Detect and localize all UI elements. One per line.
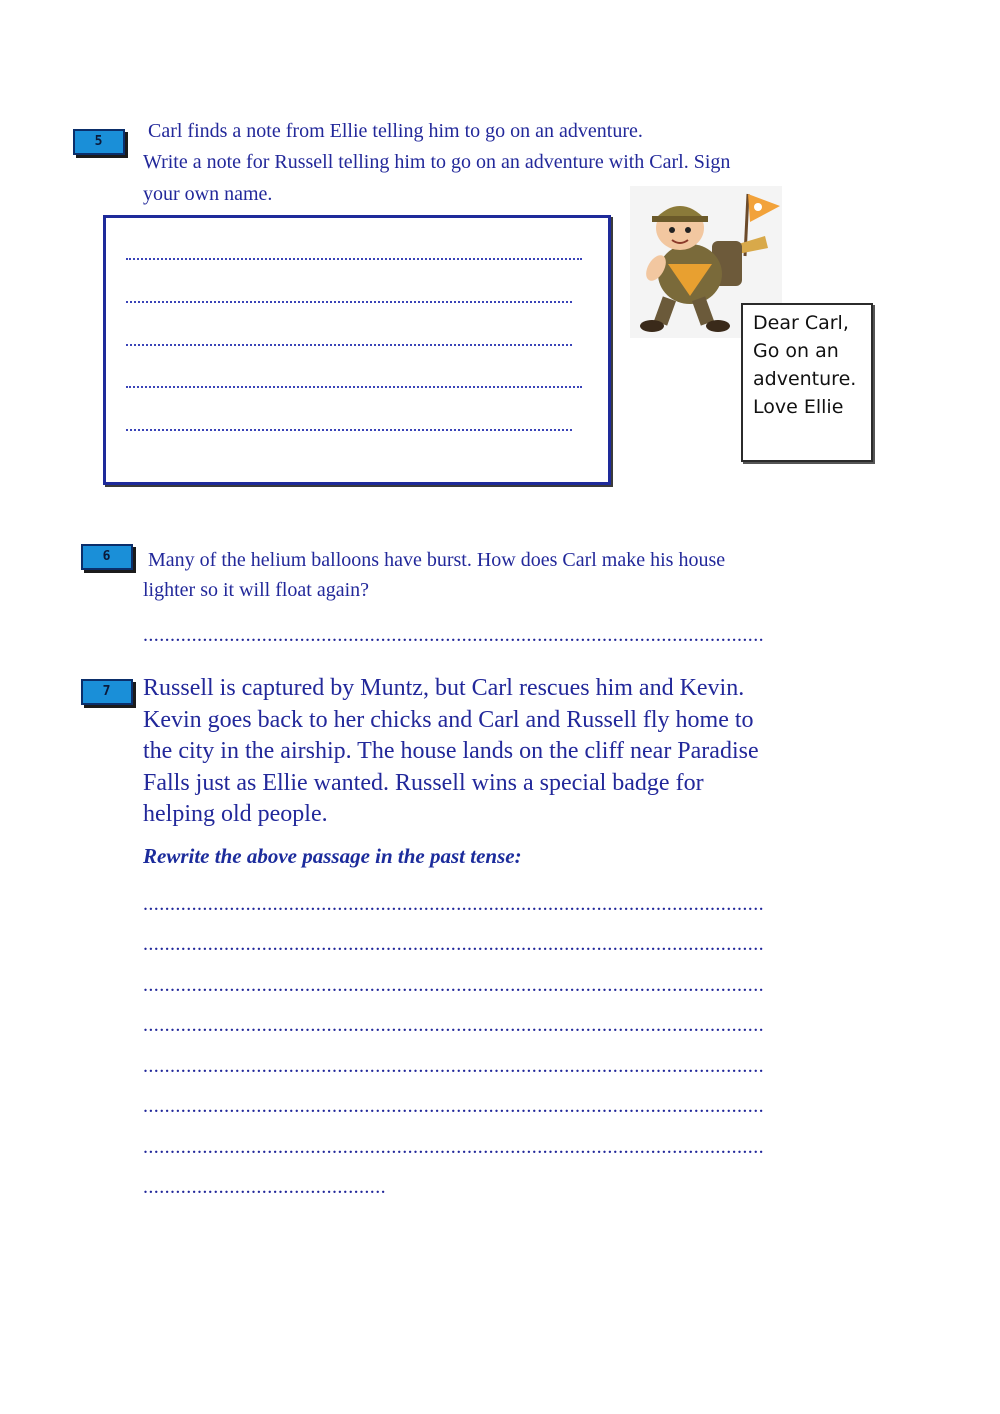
question-7-badge: 7 — [81, 679, 133, 705]
note-writing-box[interactable] — [103, 215, 611, 485]
q7-passage-line: Kevin goes back to her chicks and Carl and Russell fly home to — [143, 706, 754, 733]
q7-passage-line: Falls just as Ellie wanted. Russell wins a special badge for — [143, 769, 704, 796]
writing-line[interactable] — [126, 301, 572, 303]
q7-answer-line[interactable]: ................................................................................................................... — [143, 1014, 764, 1036]
writing-line[interactable] — [126, 429, 572, 431]
ellie-note-line: Dear Carl, — [753, 312, 849, 334]
ellie-note-line: Love Ellie — [753, 396, 844, 418]
writing-line[interactable] — [126, 386, 582, 388]
q7-passage-line: Russell is captured by Muntz, but Carl rescues him and Kevin. — [143, 675, 745, 701]
question-5-badge: 5 — [73, 129, 125, 155]
q7-answer-line[interactable]: ................................................................................................................... — [143, 1055, 764, 1077]
q7-answer-line[interactable]: ................................................................................................................... — [143, 893, 764, 915]
q5-line-3: your own name. — [143, 183, 273, 205]
ellie-note-line: adventure. — [753, 368, 857, 390]
q5-line-2: Write a note for Russell telling him to go on an adventure with Carl. Sign — [143, 151, 731, 173]
q6-line-2: lighter so it will float again? — [143, 579, 370, 601]
q7-answer-line[interactable]: ................................................................................................................... — [143, 974, 764, 996]
writing-line[interactable] — [126, 258, 582, 260]
q5-line-1: Carl finds a note from Ellie telling him to go on an adventure. — [148, 120, 643, 142]
q7-passage-line: the city in the airship. The house lands on the cliff near Paradise — [143, 738, 759, 764]
q7-instruction: Rewrite the above passage in the past tense: — [143, 844, 522, 868]
ellie-note-card — [741, 303, 873, 462]
q7-answer-line[interactable]: ................................................................................................................... — [143, 1095, 764, 1117]
q7-passage-line: helping old people. — [143, 801, 328, 827]
q7-answer-line[interactable]: ................................................................................................................... — [143, 1136, 764, 1158]
q6-line-1: Many of the helium balloons have burst. How does Carl make his house — [148, 549, 726, 571]
writing-line[interactable] — [126, 344, 572, 346]
q6-answer-line[interactable]: ................................................................................................................... — [143, 624, 764, 646]
q7-answer-line[interactable]: ................................................................................................................... — [143, 933, 764, 955]
ellie-note-line: Go on an — [753, 340, 839, 362]
question-6-badge: 6 — [81, 544, 133, 570]
q7-answer-line-last[interactable]: ............................................. — [143, 1176, 386, 1198]
